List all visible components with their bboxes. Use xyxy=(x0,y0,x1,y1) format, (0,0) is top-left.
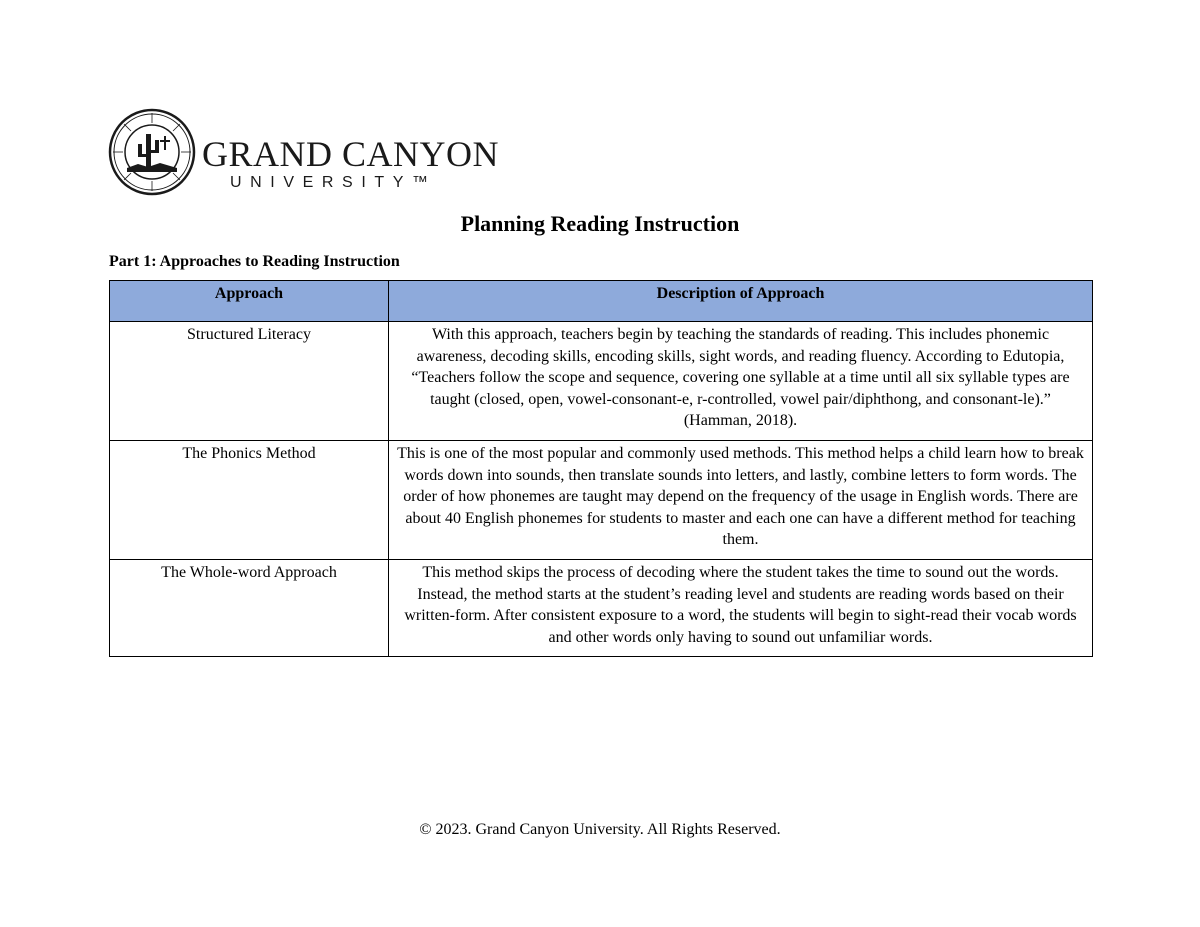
description-cell: This is one of the most popular and commonly used methods. This method helps a child learn how to break words down into sounds, then translate sounds into letters, and lastly, combine letters to form words. The order of how phonemes are taught may depend on the frequency of the usage in English words. There are about 40 English phonemes for students to master and each one can have a different method for teaching them. xyxy=(389,440,1093,559)
approach-cell: The Whole-word Approach xyxy=(110,559,389,656)
header-description: Description of Approach xyxy=(389,281,1093,322)
approach-cell: The Phonics Method xyxy=(110,440,389,559)
wordmark xyxy=(202,136,502,192)
wordmark-main: GRAND CANYON xyxy=(202,134,500,174)
table-header-row xyxy=(110,281,1093,322)
table-row xyxy=(110,440,1093,559)
header-approach: Approach xyxy=(110,281,389,322)
university-seal-icon xyxy=(108,108,196,196)
copyright-footer: © 2023. Grand Canyon University. All Rights Reserved. xyxy=(419,821,781,838)
document-title: Planning Reading Instruction xyxy=(460,211,740,236)
approaches-table xyxy=(109,280,1093,657)
part-heading: Part 1: Approaches to Reading Instruction xyxy=(109,253,400,270)
description-cell: With this approach, teachers begin by teaching the standards of reading. This includes phonemic awareness, decoding skills, encoding skills, sight words, and reading fluency. According to Edutopia, “Teachers follow the scope and sequence, covering one syllable at a time until all six syllable types are taught (closed, open, vowel-consonant-e, r-controlled, vowel pair/diphthong, and consonant-le).” (Hamman, 2018). xyxy=(389,322,1093,441)
description-cell: This method skips the process of decoding where the student takes the time to sound out the words. Instead, the method starts at the student’s reading level and students are reading words based on their written-form. After consistent exposure to a word, the students will begin to sight-read their vocab words and other words only having to sound out unfamiliar words. xyxy=(389,559,1093,656)
table-row xyxy=(110,322,1093,441)
gcu-logo xyxy=(108,108,508,196)
approach-cell: Structured Literacy xyxy=(110,322,389,441)
table-row xyxy=(110,559,1093,656)
wordmark-sub: UNIVERSITY™ xyxy=(230,174,437,191)
